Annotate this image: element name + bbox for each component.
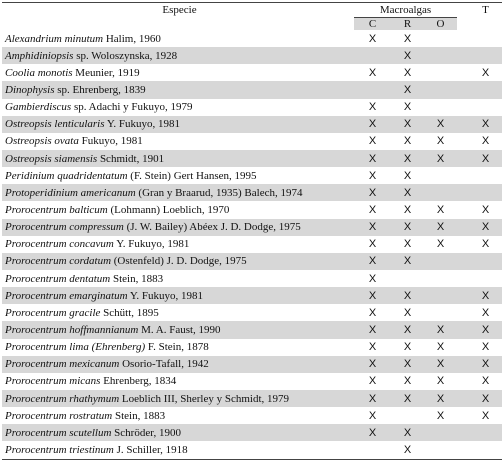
species-genus: Prorocentrum lima (Ehrenberg) (5, 341, 146, 354)
o-mark-cell: X (436, 409, 445, 422)
t-mark-cell (469, 184, 502, 201)
table-row (2, 64, 502, 81)
r-mark-cell: X (403, 66, 412, 79)
o-mark-cell: X (424, 356, 457, 373)
gap-cell (457, 116, 469, 133)
species-genus: Alexandrium minutum (5, 32, 104, 45)
species-genus: Prorocentrum mexicanum (5, 358, 120, 371)
species-genus: Prorocentrum scutellum (5, 426, 112, 439)
macroalgas-header: Macroalgas (354, 3, 457, 18)
r-mark-cell: X (403, 341, 412, 354)
r-mark-cell: X (403, 101, 412, 114)
t-mark-cell: X (481, 306, 490, 319)
species-name-cell (2, 407, 354, 424)
species-header: Especie (162, 4, 197, 17)
r-mark-cell: X (391, 424, 424, 441)
o-mark-cell (424, 270, 457, 287)
o-mark-cell: X (424, 390, 457, 407)
gap-cell (457, 270, 469, 287)
r-mark-cell: X (403, 238, 412, 251)
table-row (2, 390, 502, 407)
gap-cell (457, 236, 469, 253)
c-subheader: C (354, 18, 391, 31)
r-mark-cell: X (391, 441, 424, 459)
species-author: Y. Fukuyo, 1981 (104, 118, 181, 131)
species-author: Loeblich III, Sherley y Schmidt, 1979 (119, 392, 290, 405)
species-genus: Prorocentrum balticum (5, 203, 108, 216)
header-gap (457, 3, 469, 18)
table-row (2, 116, 502, 133)
species-genus: Amphidiniopsis (5, 49, 74, 62)
species-genus: Coolia monotis (5, 66, 73, 79)
gap-cell (457, 356, 469, 373)
species-name-cell (2, 373, 354, 390)
species-rows (2, 30, 502, 459)
o-mark-cell: X (424, 219, 457, 236)
species-name-cell (2, 184, 354, 201)
species-author: Y. Fukuyo, 1981 (113, 238, 190, 251)
t-mark-cell (469, 253, 502, 270)
species-name-cell (2, 167, 354, 184)
species-table (2, 2, 502, 460)
gap-cell (457, 424, 469, 441)
species-author: Schütt, 1895 (100, 306, 159, 319)
r-subheader: R (391, 18, 424, 31)
species-author: M. A. Faust, 1990 (138, 323, 221, 336)
t-mark-cell (469, 167, 502, 184)
c-mark-cell: X (368, 66, 377, 79)
table-row (2, 321, 502, 338)
gap-cell (457, 201, 469, 218)
species-author: F. Stein, 1878 (145, 341, 209, 354)
species-author: sp. Ehrenberg, 1839 (54, 83, 146, 96)
species-author: (J. W. Bailey) Abéex J. D. Dodge, 1975 (123, 221, 301, 234)
t-header: T (482, 4, 489, 17)
table-row (2, 30, 502, 47)
c-mark-cell: X (354, 390, 391, 407)
table-row (2, 201, 502, 218)
o-mark-cell (424, 30, 457, 47)
species-genus: Prorocentrum rhathymum (5, 392, 120, 405)
c-mark-cell (354, 47, 391, 64)
r-mark-cell: X (391, 287, 424, 304)
c-mark-cell: X (368, 203, 377, 216)
species-author: sp. Woloszynska, 1928 (73, 49, 178, 62)
species-name-cell (2, 64, 354, 81)
species-name-cell (2, 201, 354, 218)
r-mark-cell: X (391, 321, 424, 338)
c-mark-cell: X (354, 184, 391, 201)
gap-cell (457, 373, 469, 390)
c-mark-cell: X (354, 424, 391, 441)
species-author: Osorio-Tafall, 1942 (119, 358, 209, 371)
species-name-cell (2, 321, 354, 338)
o-mark-cell (424, 184, 457, 201)
species-author: Schröder, 1900 (111, 426, 181, 439)
t-mark-cell (469, 47, 502, 64)
gap-cell (457, 304, 469, 321)
gap-cell (457, 321, 469, 338)
species-name-cell (2, 30, 354, 47)
gap-cell (457, 81, 469, 98)
table-row (2, 287, 502, 304)
o-mark-cell (424, 81, 457, 98)
gap-cell (457, 339, 469, 356)
c-mark-cell: X (354, 287, 391, 304)
c-mark-cell: X (368, 135, 377, 148)
species-name-cell (2, 390, 354, 407)
header-row-sub (2, 18, 502, 31)
species-genus: Ostreopsis lenticularis (5, 118, 105, 131)
t-mark-cell: X (469, 116, 502, 133)
species-author: (Gran y Braarud, 1935) Balech, 1974 (135, 186, 303, 199)
species-name-cell (2, 339, 354, 356)
species-genus: Prorocentrum micans (5, 375, 101, 388)
table-row (2, 304, 502, 321)
gap-cell (457, 133, 469, 150)
r-mark-cell: X (391, 390, 424, 407)
t-mark-cell: X (481, 135, 490, 148)
c-mark-cell: X (368, 101, 377, 114)
header-row-top (2, 3, 502, 18)
species-genus: Prorocentrum concavum (5, 238, 114, 251)
o-mark-cell: X (436, 375, 445, 388)
t-mark-cell (469, 99, 502, 116)
gap-cell (457, 441, 469, 459)
c-mark-cell: X (354, 150, 391, 167)
t-mark-cell: X (469, 219, 502, 236)
table-row (2, 424, 502, 441)
table-row (2, 133, 502, 150)
c-mark-cell: X (368, 272, 377, 285)
c-mark-cell (354, 81, 391, 98)
c-mark-cell: X (368, 32, 377, 45)
c-mark-cell: X (354, 356, 391, 373)
c-mark-cell: X (368, 375, 377, 388)
t-mark-cell: X (469, 390, 502, 407)
species-genus: Dinophysis (5, 83, 55, 96)
o-mark-cell: X (424, 116, 457, 133)
table-row (2, 219, 502, 236)
t-mark-cell: X (481, 203, 490, 216)
table-row (2, 441, 502, 459)
gap-cell (457, 99, 469, 116)
header-sub-gap (457, 18, 469, 31)
species-genus: Prorocentrum dentatum (5, 272, 111, 285)
c-mark-cell: X (354, 116, 391, 133)
header-sub-t-empty (469, 18, 502, 31)
species-name-cell (2, 304, 354, 321)
species-genus: Protoperidinium americanum (5, 186, 136, 199)
c-mark-cell: X (368, 238, 377, 251)
species-author: Fukuyo, 1981 (78, 135, 143, 148)
species-author: Ehrenberg, 1834 (100, 375, 177, 388)
gap-cell (457, 47, 469, 64)
species-genus: Prorocentrum hoffmannianum (5, 323, 139, 336)
gap-cell (457, 407, 469, 424)
species-name-cell (2, 253, 354, 270)
species-name-cell (2, 236, 354, 253)
species-genus: Prorocentrum gracile (5, 306, 101, 319)
c-mark-cell: X (368, 169, 377, 182)
species-genus: Prorocentrum compressum (5, 221, 124, 234)
c-mark-cell: X (368, 341, 377, 354)
species-author: Y. Fukuyo, 1981 (127, 289, 204, 302)
species-name-cell (2, 47, 354, 64)
o-mark-cell (424, 287, 457, 304)
o-mark-cell: X (436, 135, 445, 148)
species-name-cell (2, 81, 354, 98)
o-mark-cell (424, 64, 457, 81)
o-mark-cell: X (436, 203, 445, 216)
gap-cell (457, 287, 469, 304)
t-mark-cell: X (469, 356, 502, 373)
table-row (2, 373, 502, 390)
o-mark-cell (424, 304, 457, 321)
t-mark-cell: X (481, 66, 490, 79)
table-row (2, 339, 502, 356)
r-mark-cell: X (403, 203, 412, 216)
table-row (2, 253, 502, 270)
t-mark-cell: X (481, 341, 490, 354)
table-row (2, 99, 502, 116)
species-genus: Gambierdiscus (5, 101, 72, 114)
c-mark-cell: X (354, 253, 391, 270)
c-mark-cell: X (368, 409, 377, 422)
r-mark-cell (391, 270, 424, 287)
species-author: sp. Adachi y Fukuyo, 1979 (71, 101, 193, 114)
gap-cell (457, 150, 469, 167)
t-mark-cell: X (469, 321, 502, 338)
species-name-cell (2, 133, 354, 150)
table-row (2, 81, 502, 98)
table-row (2, 356, 502, 373)
table-row (2, 150, 502, 167)
species-author: Stein, 1883 (112, 409, 166, 422)
r-mark-cell: X (403, 169, 412, 182)
t-mark-cell: X (469, 150, 502, 167)
species-genus: Prorocentrum cordatum (5, 255, 112, 268)
species-name-cell (2, 150, 354, 167)
t-mark-cell: X (469, 287, 502, 304)
species-name-cell (2, 270, 354, 287)
r-mark-cell: X (391, 47, 424, 64)
t-mark-cell (469, 30, 502, 47)
r-mark-cell: X (391, 116, 424, 133)
species-author: (Ostenfeld) J. D. Dodge, 1975 (111, 255, 247, 268)
species-author: (F. Stein) Gert Hansen, 1995 (127, 169, 257, 182)
t-mark-cell (469, 424, 502, 441)
species-name-cell (2, 219, 354, 236)
o-mark-cell (424, 441, 457, 459)
r-mark-cell: X (391, 184, 424, 201)
species-name-cell (2, 356, 354, 373)
c-mark-cell: X (354, 321, 391, 338)
r-mark-cell: X (391, 253, 424, 270)
r-mark-cell: X (391, 219, 424, 236)
t-mark-cell (469, 441, 502, 459)
species-name-cell (2, 424, 354, 441)
gap-cell (457, 253, 469, 270)
gap-cell (457, 167, 469, 184)
table-row (2, 407, 502, 424)
species-genus: Peridinium quadridentatum (5, 169, 128, 182)
species-author: Meunier, 1919 (72, 66, 140, 79)
species-author: Halim, 1960 (103, 32, 161, 45)
gap-cell (457, 219, 469, 236)
species-genus: Ostreopsis ovata (5, 135, 79, 148)
species-name-cell (2, 116, 354, 133)
o-subheader: O (424, 18, 457, 31)
gap-cell (457, 390, 469, 407)
c-mark-cell (354, 441, 391, 459)
species-name-cell (2, 441, 354, 459)
species-name-cell (2, 99, 354, 116)
r-mark-cell: X (403, 32, 412, 45)
o-mark-cell (424, 253, 457, 270)
r-mark-cell: X (403, 306, 412, 319)
species-author: (Lohmann) Loeblich, 1970 (107, 203, 230, 216)
table-row (2, 167, 502, 184)
o-mark-cell: X (424, 321, 457, 338)
species-genus: Prorocentrum emarginatum (5, 289, 128, 302)
table-row (2, 184, 502, 201)
species-genus: Ostreopsis siamensis (5, 152, 98, 165)
t-mark-cell: X (481, 375, 490, 388)
o-mark-cell: X (424, 150, 457, 167)
species-genus: Prorocentrum triestinum (5, 443, 114, 456)
r-mark-cell: X (391, 81, 424, 98)
o-mark-cell (424, 99, 457, 116)
header-sub-empty (2, 18, 354, 31)
table-row (2, 236, 502, 253)
o-mark-cell: X (436, 341, 445, 354)
c-mark-cell: X (354, 219, 391, 236)
t-mark-cell (469, 81, 502, 98)
gap-cell (457, 184, 469, 201)
t-mark-cell (469, 270, 502, 287)
species-genus: Prorocentrum rostratum (5, 409, 113, 422)
species-author: Stein, 1883 (110, 272, 164, 285)
table-row (2, 270, 502, 287)
o-mark-cell: X (436, 238, 445, 251)
gap-cell (457, 30, 469, 47)
table-row (2, 47, 502, 64)
t-mark-cell: X (481, 238, 490, 251)
gap-cell (457, 64, 469, 81)
r-mark-cell: X (403, 135, 412, 148)
species-author: Schmidt, 1901 (97, 152, 165, 165)
t-mark-cell: X (481, 409, 490, 422)
r-mark-cell (391, 407, 424, 424)
o-mark-cell (424, 167, 457, 184)
r-mark-cell: X (403, 375, 412, 388)
o-mark-cell (424, 47, 457, 64)
r-mark-cell: X (391, 150, 424, 167)
species-author: J. Schiller, 1918 (113, 443, 188, 456)
c-mark-cell: X (368, 306, 377, 319)
o-mark-cell (424, 424, 457, 441)
r-mark-cell: X (391, 356, 424, 373)
species-name-cell (2, 287, 354, 304)
